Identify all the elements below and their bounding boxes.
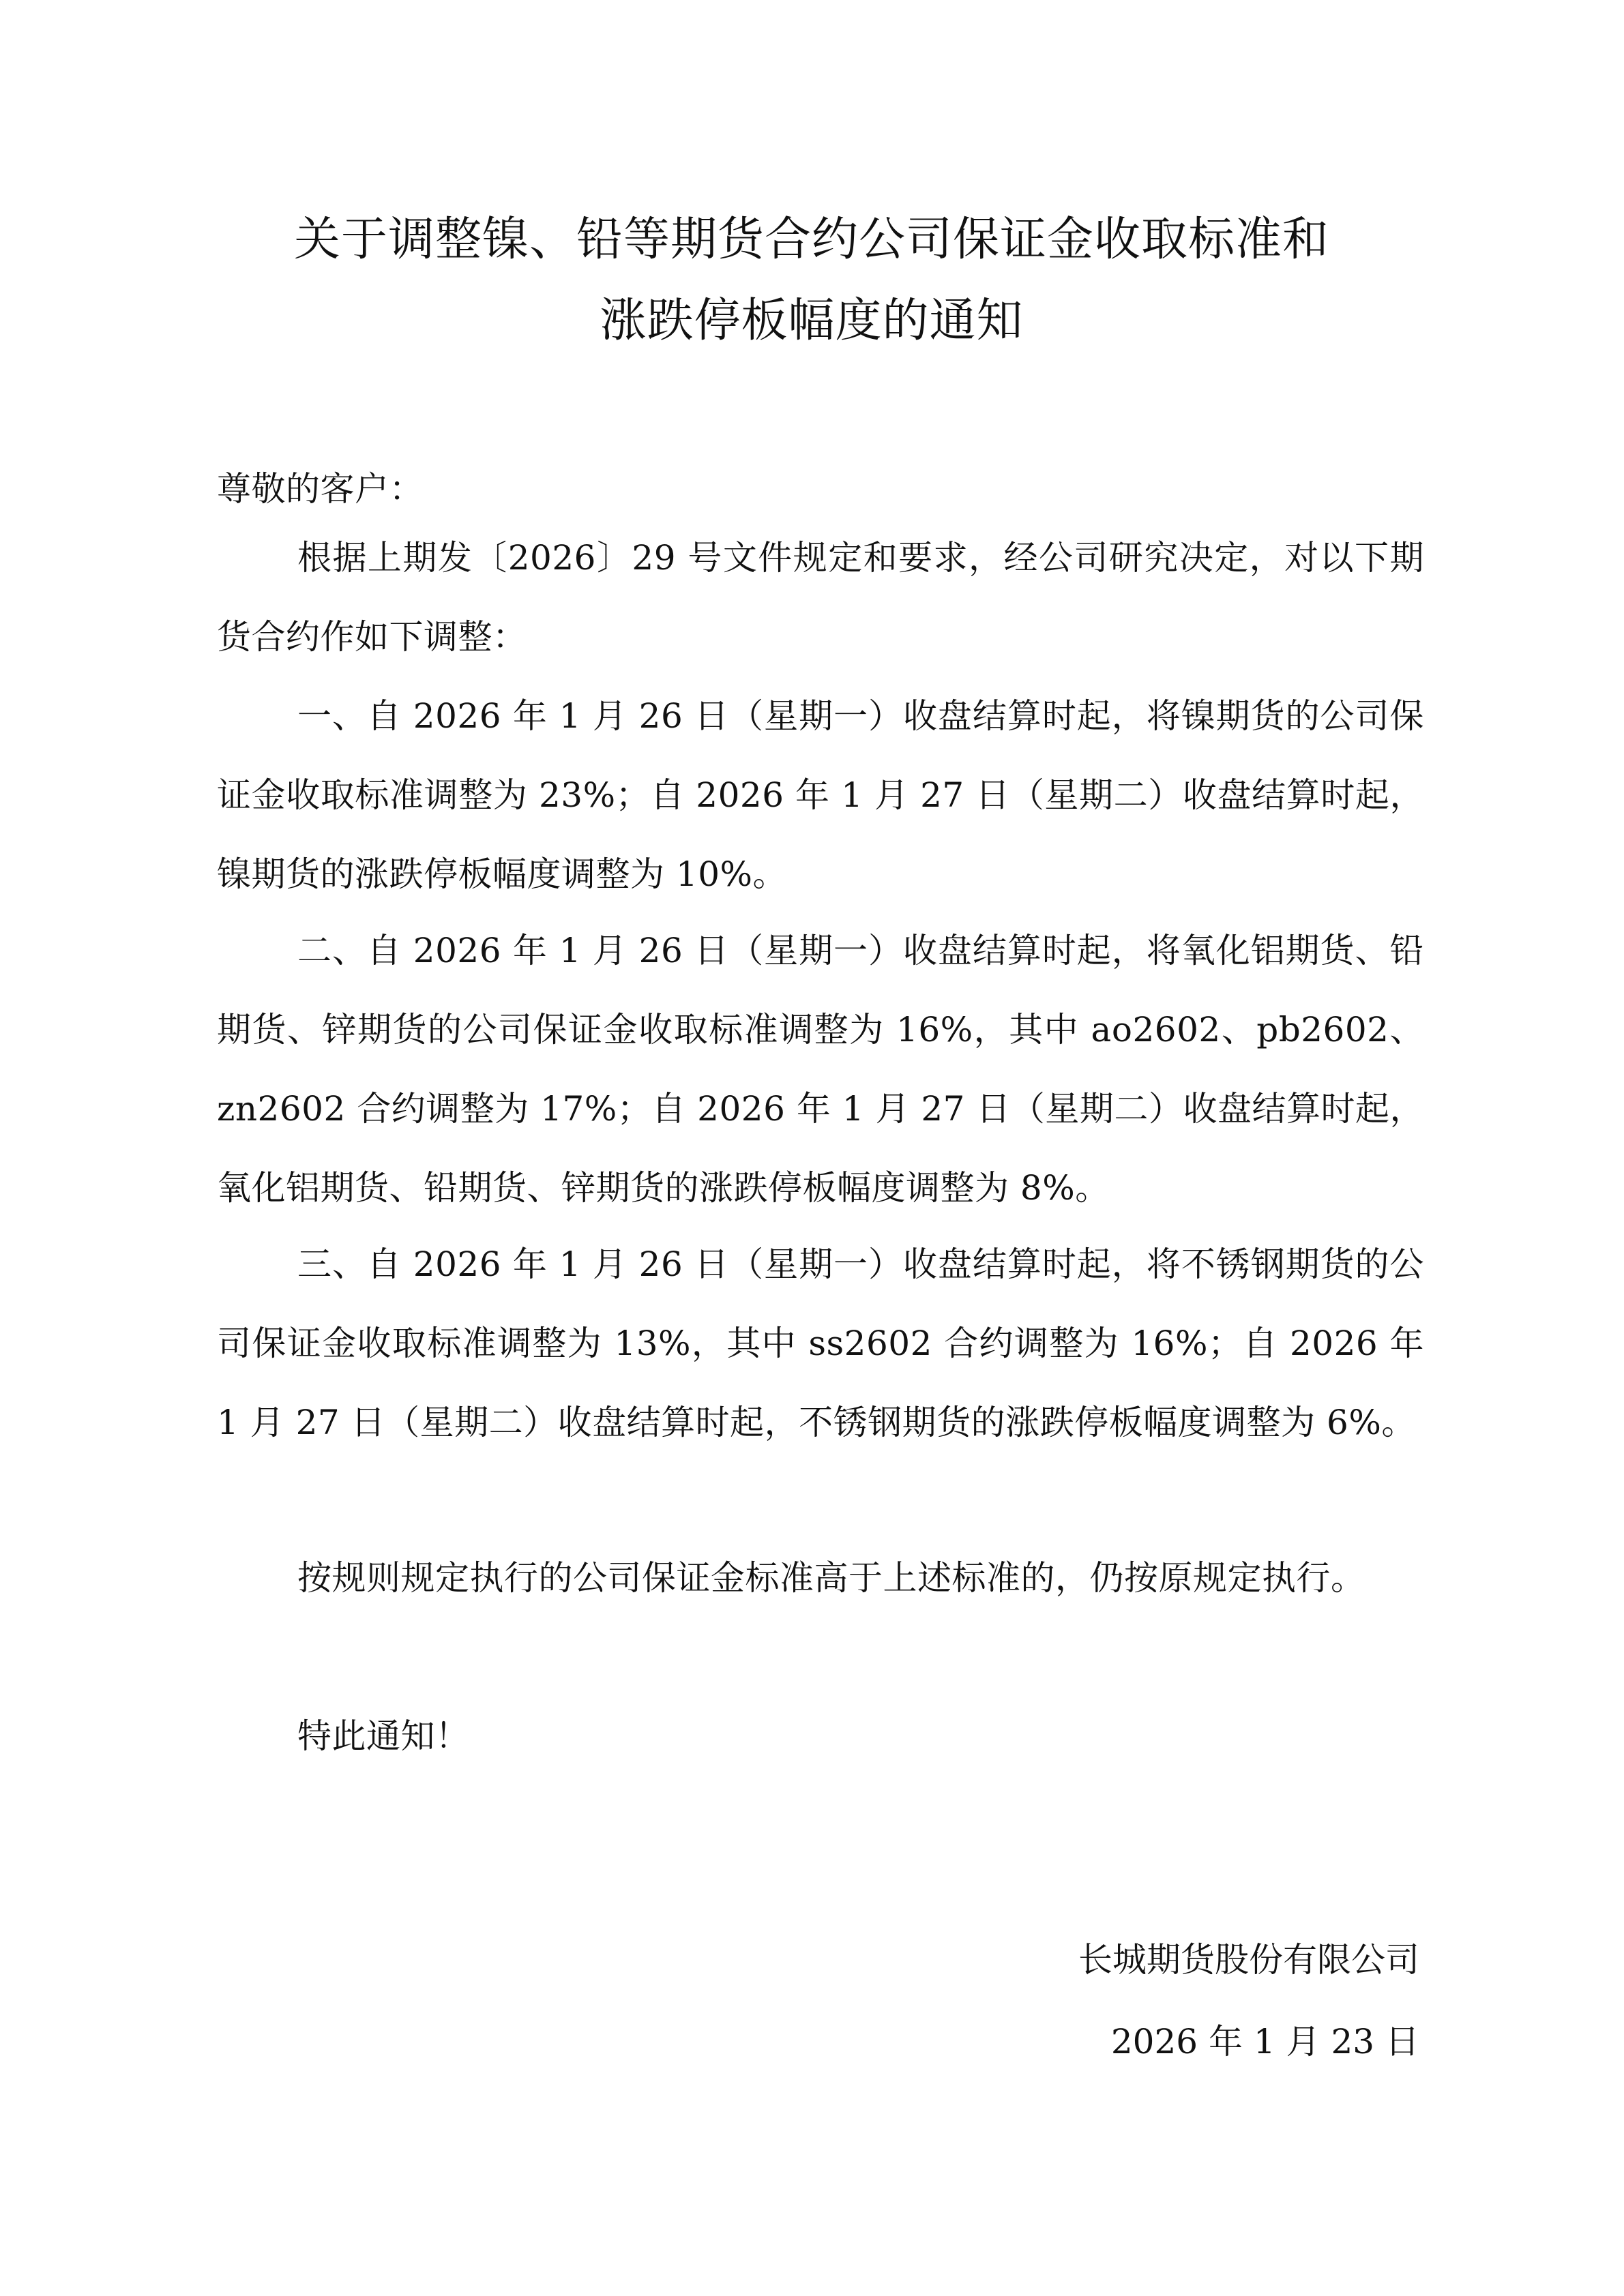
title-line-2: 涨跌停板幅度的通知 [600,294,1024,348]
paragraph-item-2: 二、自 2026 年 1 月 26 日（星期一）收盘结算时起，将氧化铝期货、铅期货、锌期货的公司保证金收取标准调整为 16%，其中 ao2602、pb2602、zn2602 合约调整为 17%；自 2026 年 1 月 27 日（星期二）收盘结算时起，氧化铝期货、铅期货、锌期货的涨跌停板幅度调整为 8%。 [217,931,1424,1208]
signature-date: 2026 年 1 月 23 日 [1110,2022,1419,2061]
paragraph-item-1: 一、自 2026 年 1 月 26 日（星期一）收盘结算时起，将镍期货的公司保证金收取标准调整为 23%；自 2026 年 1 月 27 日（星期二）收盘结算时起，镍期货的涨跌停板幅度调整为 10%。 [217,696,1424,894]
paragraph-intro: 根据上期发〔2026〕29 号文件规定和要求，经公司研究决定，对以下期货合约作如下调整： [217,538,1424,657]
title-line-1: 关于调整镍、铅等期货合约公司保证金收取标准和 [293,213,1329,267]
paragraph-rule: 按规则规定执行的公司保证金标准高于上述标准的，仍按原规定执行。 [297,1558,1365,1598]
paragraph-item-3: 三、自 2026 年 1 月 26 日（星期一）收盘结算时起，将不锈钢期货的公司保证金收取标准调整为 13%，其中 ss2602 合约调整为 16%；自 2026 年 1 月 27 日（星期二）收盘结算时起，不锈钢期货的涨跌停板幅度调整为 6%。 [217,1244,1424,1442]
signature-company: 长城期货股份有限公司 [1078,1940,1419,1980]
salutation: 尊敬的客户： [217,469,424,509]
paragraph-closing: 特此通知！ [297,1716,470,1756]
